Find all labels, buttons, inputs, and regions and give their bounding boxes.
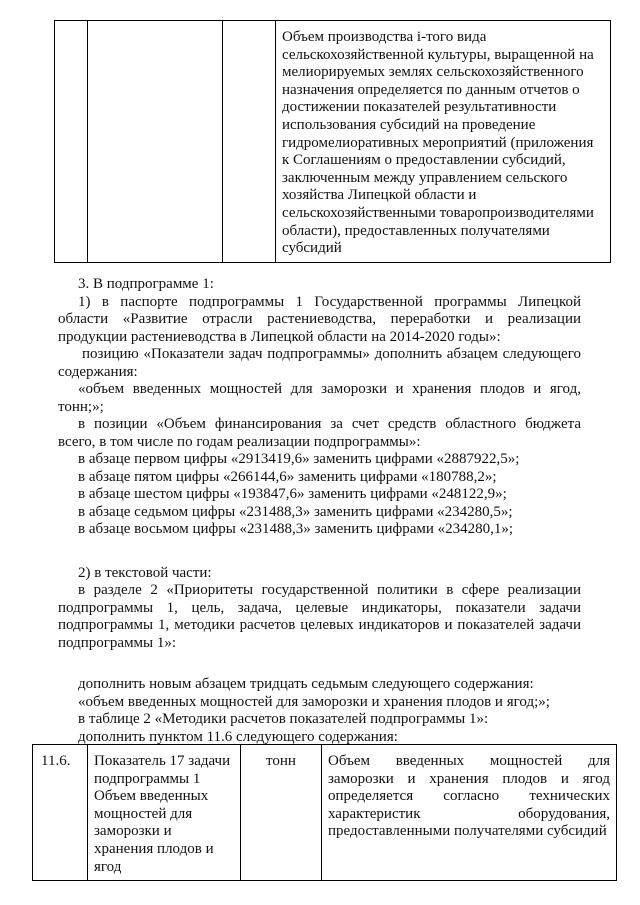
paragraph-item2-c: «объем введенных мощностей для заморозки и хранения плодов и ягод;»; [78, 693, 550, 710]
table-cell-unit [223, 21, 276, 263]
table-cell-number [55, 21, 88, 263]
spacer [58, 652, 581, 676]
table-row [33, 745, 617, 881]
amendment-2: в абзаце пятом цифры «266144,6» заменить цифрами «180788,2»; [78, 468, 497, 485]
bottom-table [32, 744, 617, 881]
table-row [55, 21, 611, 263]
paragraph-item2-b: дополнить новым абзацем тридцать седьмым следующего содержания: [78, 676, 534, 692]
amendment-1: в абзаце первом цифры «2913419,6» заменить цифрами «2887922,5»; [78, 451, 520, 467]
paragraph-item1-b: «объем введенных мощностей для заморозки и хранения плодов и ягод, тонн;»; [58, 381, 581, 415]
paragraph-item2-d: в таблице 2 «Методики расчетов показателей подпрограммы 1»: [78, 711, 489, 727]
section-heading: 3. В подпрограмме 1: [78, 276, 214, 292]
paragraph-item2-a: в разделе 2 «Приоритеты государственной политики в сфере реализации подпрограммы 1, цель, задача, целевые индикаторы, показатели задачи подпрограммы 1, методики расчетов целевых индикаторов и показателей задачи подпрограммы 1»: [58, 582, 581, 651]
paragraph-item1: 1) в паспорте подпрограммы 1 Государственной программы Липецкой области «Развитие отрасли растениеводства, переработки и реализации продукции растениеводства в Липецкой области на 2014-2020 годы»: [58, 293, 581, 345]
spacer [58, 539, 581, 565]
amendment-5: в абзаце восьмом цифры «231488,3» заменить цифрами «234280,1»; [78, 521, 514, 537]
table-cell-method: Объем введенных мощностей для заморозки и хранения плодов и ягод определяется согласно технических характеристик оборудования, предоставленными получателями субсидий [322, 745, 617, 881]
amendment-4: в абзаце седьмом цифры «231488,3» заменить цифрами «234280,5»; [78, 503, 513, 520]
document-body [58, 276, 581, 746]
amendment-3: в абзаце шестом цифры «193847,6» заменить цифрами «248122,9»; [78, 486, 507, 502]
paragraph-item2-e: дополнить пунктом 11.6 следующего содержания: [78, 728, 398, 745]
table-cell-indicator [88, 21, 223, 263]
paragraph-item1-a: позицию «Показатели задач подпрограммы» дополнить абзацем следующего содержания: [58, 346, 581, 380]
table-cell-unit: тонн [241, 745, 322, 881]
table-cell-method: Объем производства i-того вида сельскохозяйственной культуры, выращенной на мелиорируемых землях сельскохозяйственного назначения определяется по данным отчетов о достижении показателей результативности использования субсидий на проведение гидромелиоративных мероприятий (приложения к Соглашениям о предоставлении субсидий, заключенным между управлением сельского хозяйства Липецкой области и сельскохозяйственными товаропроизводителями области), предоставленных получателями субсидий [276, 21, 611, 263]
paragraph-item1-c: в позиции «Объем финансирования за счет средств областного бюджета всего, в том числе по годам реализации подпрограммы»: [58, 416, 581, 450]
table-cell-indicator: Показатель 17 задачи подпрограммы 1 Объем введенных мощностей для заморозки и хранения плодов и ягод [88, 745, 241, 881]
table-cell-number: 11.6. [33, 745, 88, 881]
top-table [54, 20, 611, 263]
paragraph-item2: 2) в текстовой части: [78, 564, 212, 581]
